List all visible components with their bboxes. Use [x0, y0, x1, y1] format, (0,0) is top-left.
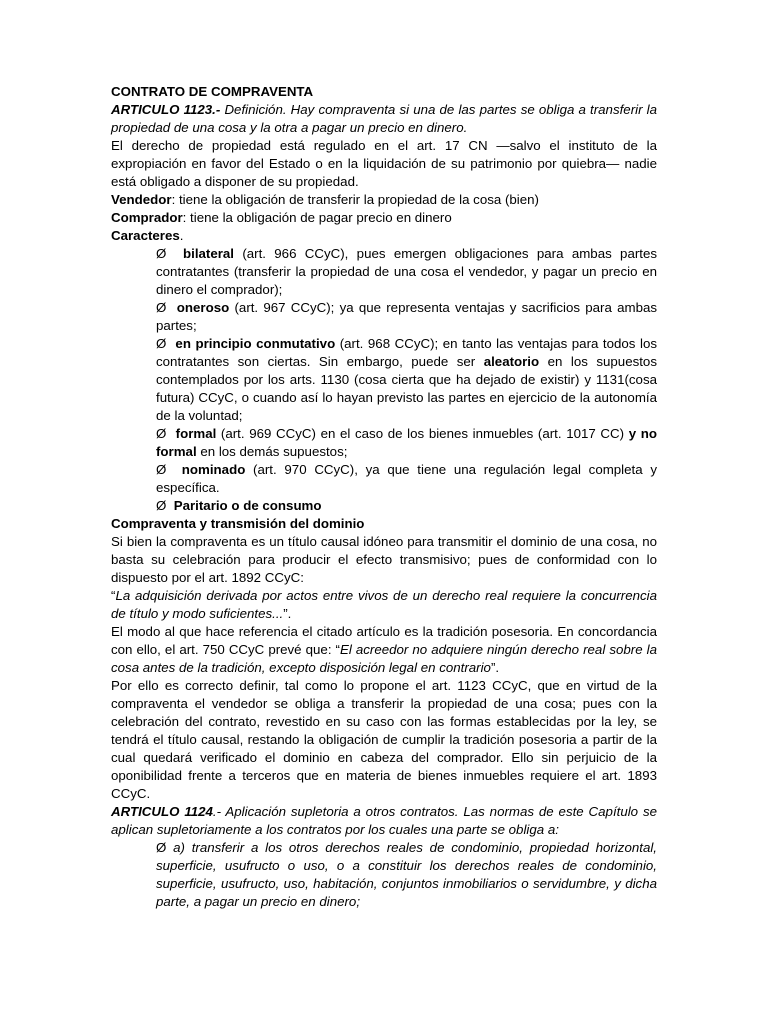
bullet-icon: Ø — [156, 246, 167, 261]
quote-text: La adquisición derivada por actos entre vivos de un derecho real requiere la concurrencia de título y modo suficientes... — [111, 588, 657, 621]
item-text: en los demás supuestos; — [196, 444, 348, 459]
bullet-icon: Ø — [156, 426, 167, 441]
item-term-aleatorio: aleatorio — [483, 354, 540, 369]
item-term: oneroso — [176, 300, 230, 315]
item-text: (art. 970 CCyC), ya que tiene una regulación legal completa y específica. — [156, 462, 657, 495]
item-a-text: a) transferir a los otros derechos reales de condominio, propiedad horizontal, superficie, usufructo o uso, o a constituir los derechos reales de condominio, superficie, usufructo, uso, habitación, conjuntos inmobiliarios o servidumbre, y dicha parte, a pagar un precio en dinero; — [156, 840, 657, 909]
paragraph-titulo-causal: Si bien la compraventa es un título causal idóneo para transmitir el dominio de una cosa, no basta su celebración para producir el efecto transmisivo; pues de conformidad con lo dispuesto por el art. 1892 CCyC: — [111, 534, 657, 585]
quote-art-750: El acreedor no adquiere ningún derecho real sobre la cosa antes de la tradición, excepto disposición legal en contrario — [111, 642, 657, 675]
list-item-oneroso — [111, 299, 657, 335]
item-text: (art. 966 CCyC), pues emergen obligaciones para ambas partes contratantes (transferir la propiedad de una cosa el vendedor, y pagar un precio en dinero el comprador); — [156, 246, 658, 297]
bullet-icon: Ø — [156, 498, 167, 513]
paragraph-modo: El modo al que hace referencia el citado artículo es la tradición posesoria. En concordancia con ello, el art. 750 CCyC prevé que: “El acreedor no adquiere ningún derecho real sobre la cosa antes de la tradición, excepto disposición legal en contrario”. — [111, 624, 657, 675]
list-item-bilateral — [111, 245, 657, 299]
bullet-icon: Ø — [156, 840, 167, 855]
caracteres-heading — [111, 227, 657, 245]
item-term: formal — [175, 426, 217, 441]
comprador-line — [111, 209, 657, 227]
item-text: (art. 968 CCyC); en tanto las ventajas para todos los contratantes son ciertas. Sin embargo, puede ser — [156, 336, 657, 369]
comprador-label: Comprador — [111, 210, 183, 225]
item-term: en principio conmutativo — [175, 336, 336, 351]
caracteres-label: Caracteres — [111, 228, 180, 243]
article-1124 — [111, 803, 657, 839]
document-title: CONTRATO DE COMPRAVENTA — [111, 84, 314, 99]
bullet-icon: Ø — [156, 300, 167, 315]
item-term: bilateral — [183, 246, 234, 261]
article-1123-label: ARTICULO 1123.- — [111, 102, 221, 117]
article-1124-label: ARTICULO 1124 — [111, 804, 213, 819]
item-text: (art. 967 CCyC); ya que representa ventajas y sacrificios para ambas partes; — [156, 300, 658, 333]
quote-art-1892: “La adquisición derivada por actos entre vivos de un derecho real requiere la concurrencia de título y modo suficientes...”. — [111, 588, 657, 621]
list-item-a — [111, 839, 657, 911]
vendedor-text: : tiene la obligación de transferir la propiedad de la cosa (bien) — [171, 192, 539, 207]
list-item-paritario — [111, 497, 657, 515]
bullet-icon: Ø — [156, 462, 167, 477]
caracteres-suffix: . — [179, 228, 184, 243]
article-1123 — [111, 101, 657, 137]
vendedor-label: Vendedor — [111, 192, 172, 207]
paragraph-conclusion: Por ello es correcto definir, tal como lo propone el art. 1123 CCyC, que en virtud de la compraventa el vendedor se obliga a transferir la propiedad de una cosa; pues con la celebración del contrato, revestido en su caso con las formas establecidas por la ley, se tendrá el título causal, restando la obligación de cumplir la tradición posesoria a partir de la cual quedará verificado el dominio en cabeza del comprador. Ello sin perjuicio de la oponibilidad frente a terceros que en materia de bienes inmuebles requiere el art. 1893 CCyC. — [111, 678, 657, 801]
item-term: Paritario o de consumo — [173, 498, 322, 513]
item-term-no-formal: y no formal — [156, 426, 657, 459]
item-term: nominado — [181, 462, 246, 477]
list-item-nominado — [111, 461, 657, 497]
section-heading: Compraventa y transmisión del dominio — [111, 516, 365, 531]
list-item-formal — [111, 425, 657, 461]
article-1123-text: Definición. Hay compraventa si una de las partes se obliga a transferir la propiedad de una cosa y la otra a pagar un precio en dinero. — [111, 102, 657, 135]
bullet-icon: Ø — [156, 336, 167, 351]
list-item-conmutativo — [111, 335, 657, 425]
comprador-text: : tiene la obligación de pagar precio en dinero — [182, 210, 452, 225]
item-text: en los supuestos contemplados por los arts. 1130 (cosa cierta que ha dejado de existir) y 1131(cosa futura) CCyC, o cuando así lo hayan previsto las partes en ejercicio de la autonomía de la voluntad; — [156, 354, 657, 423]
article-1124-text: .- Aplicación supletoria a otros contratos. Las normas de este Capítulo se aplican supletoriamente a los contratos por los cuales una parte se obliga a: — [111, 804, 657, 837]
intro-paragraph: El derecho de propiedad está regulado en el art. 17 CN —salvo el instituto de la expropiación en favor del Estado o en la liquidación de su patrimonio por quiebra— nadie está obligado a disponer de su propiedad. — [111, 138, 657, 189]
item-text: (art. 969 CCyC) en el caso de los bienes inmuebles (art. 1017 CC) — [216, 426, 629, 441]
vendedor-line — [111, 191, 657, 209]
